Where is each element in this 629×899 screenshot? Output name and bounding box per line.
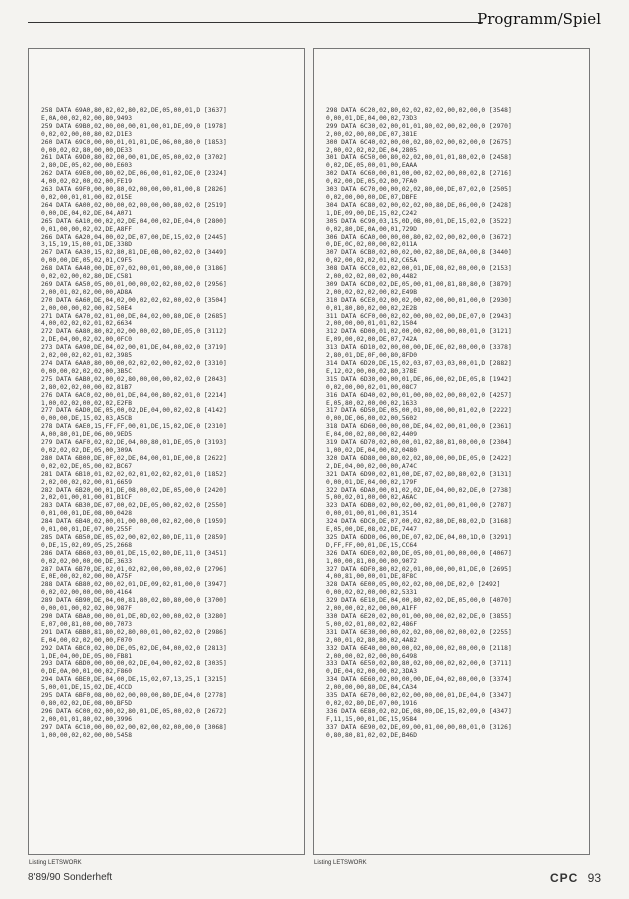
listing-line: 273 DATA 6A90,DE,04,02,00,01,DE,04,00,02,0 [3719]	[41, 344, 227, 352]
listing-line: 316 DATA 6D40,02,00,01,00,00,02,00,00,02,0 [4257]	[326, 391, 512, 399]
listing-line: 1,00,00,81,00,00,00,9072	[326, 557, 417, 565]
listing-line: E,04,00,02,02,00,00,F070	[41, 636, 132, 644]
code-listing-right	[326, 107, 583, 740]
listing-line: E,04,00,02,00,00,02,4409	[326, 431, 417, 439]
listing-line: 318 DATA 6D60,00,00,00,DE,04,02,00,01,00,0 [2361]	[326, 423, 512, 431]
listing-line: 0,DE,0C,02,00,00,02,011A	[326, 241, 417, 249]
listing-line: 321 DATA 6D90,02,01,00,DE,07,02,80,80,02,0 [3131]	[326, 470, 512, 478]
listing-line: 268 DATA 6A40,00,DE,07,02,00,01,00,80,00,0 [3186]	[41, 265, 227, 273]
listing-line: 317 DATA 6D50,DE,05,00,01,00,00,00,01,02,0 [2222]	[326, 407, 512, 415]
listing-line: 335 DATA 6E70,00,02,02,00,00,00,01,DE,04,0 [3347]	[326, 692, 512, 700]
listing-line: 2,80,02,02,00,00,02,81B7	[41, 383, 132, 391]
listing-line: 261 DATA 69D0,80,02,00,00,01,DE,05,00,02,0 [3702]	[41, 154, 227, 162]
listing-line: 5,00,02,01,00,00,02,A6AC	[326, 494, 417, 502]
listing-line: 2,00,02,00,00,DE,07,381E	[326, 130, 417, 138]
listing-line: 300 DATA 6C40,02,00,00,02,80,02,00,02,00,0 [2675]	[326, 138, 512, 146]
listing-line: 293 DATA 6BD0,00,00,00,02,DE,04,00,02,02,8 [3035]	[41, 660, 227, 668]
listing-line: 272 DATA 6A80,80,02,02,00,00,02,80,DE,05,0 [3112]	[41, 328, 227, 336]
page-footer	[550, 871, 601, 885]
listing-line: 299 DATA 6C30,02,00,01,01,80,02,00,02,00,0 [2970]	[326, 122, 512, 130]
listing-line: 0,01,00,01,DE,07,00,255F	[41, 526, 132, 534]
listing-line: 275 DATA 6AB0,02,00,02,80,00,00,00,02,02,0 [2043]	[41, 375, 227, 383]
listing-line: 0,02,00,01,01,00,02,015E	[41, 193, 132, 201]
listing-line: 310 DATA 6CE0,02,00,02,00,02,00,00,01,00,0 [2930]	[326, 296, 512, 304]
listing-line: 0,01,00,01,DE,08,00,0428	[41, 510, 132, 518]
listing-line: 0,02,02,80,DE,07,00,1916	[326, 699, 417, 707]
listing-line: E,05,80,02,00,00,02,1633	[326, 399, 417, 407]
listing-line: 0,DE,15,02,09,05,25,2668	[41, 541, 132, 549]
listing-line: 2,80,01,DE,0F,00,80,8FD0	[326, 352, 417, 360]
listing-line: 2,00,01,02,80,80,02,4A82	[326, 636, 417, 644]
listing-line: 286 DATA 6B60,03,00,01,DE,15,02,80,DE,11,0 [3451]	[41, 549, 227, 557]
listing-line: 5,00,01,DE,15,02,DE,4CCD	[41, 684, 132, 692]
listing-line: 305 DATA 6C90,03,15,0D,0B,00,01,DE,15,02,0 [3522]	[326, 217, 512, 225]
listing-line: 302 DATA 6C60,00,01,00,00,02,02,00,00,02,8 [2716]	[326, 170, 512, 178]
listing-line: 258 DATA 69A0,80,02,02,80,02,DE,05,00,01,D [3637]	[41, 107, 227, 114]
listing-line: 291 DATA 6BB0,81,80,02,80,00,01,00,02,02,0 [2986]	[41, 628, 227, 636]
listing-line: 0,02,80,DE,0A,00,01,729D	[326, 225, 417, 233]
listing-line: 298 DATA 6C20,02,80,02,02,02,02,00,02,00,0 [3548]	[326, 107, 512, 114]
listing-line: 0,00,DE,06,00,02,00,5602	[326, 415, 417, 423]
listing-line: 334 DATA 6E60,02,00,00,00,DE,04,02,00,00,0 [3374]	[326, 676, 512, 684]
listing-line: 284 DATA 6B40,02,00,01,00,00,00,02,02,00,0 [1959]	[41, 518, 227, 526]
listing-line: 336 DATA 6E80,02,02,DE,08,00,DE,15,02,09,0 [4347]	[326, 707, 512, 715]
listing-line: 0,02,02,DE,05,00,02,BC67	[41, 462, 132, 470]
listing-line: 4,00,81,00,00,01,DE,8F8C	[326, 573, 417, 581]
listing-line: 0,02,00,00,00,DE,07,DBFE	[326, 193, 417, 201]
listing-line: 331 DATA 6E30,00,00,02,02,00,00,02,00,02,0 [2255]	[326, 628, 512, 636]
listing-line: 0,02,DE,05,00,01,00,EAAA	[326, 162, 417, 170]
listing-line: 2,02,00,02,02,00,01,6659	[41, 478, 132, 486]
issue-label: 8'89/90 Sonderheft	[28, 872, 113, 883]
listing-line: 2,DE,04,00,02,02,00,0FC0	[41, 336, 132, 344]
listing-line: 0,00,02,02,00,00,02,5331	[326, 589, 417, 597]
listing-caption-left: Listing LETSWORK	[29, 860, 82, 866]
listing-line: 313 DATA 6D10,02,00,00,00,DE,0E,02,00,00,0 [3378]	[326, 344, 512, 352]
listing-line: 0,80,02,02,DE,08,00,BF5D	[41, 699, 132, 707]
listing-line: 259 DATA 69B0,02,00,00,00,01,00,01,DE,09,0 [1978]	[41, 122, 227, 130]
listing-line: 312 DATA 6D00,01,02,00,00,02,00,00,00,01,0 [3121]	[326, 328, 512, 336]
listing-line: 264 DATA 6A00,02,00,00,02,00,00,00,80,02,0 [2519]	[41, 201, 227, 209]
listing-line: 2,00,02,02,02,00,02,E49B	[326, 288, 417, 296]
listing-line: 322 DATA 6DA0,00,01,02,02,DE,04,00,02,DE,0 [2738]	[326, 486, 512, 494]
listing-line: 1,DE,04,00,DE,05,00,FB81	[41, 652, 132, 660]
listing-line: 304 DATA 6C80,02,00,02,02,00,80,DE,06,00,0 [2428]	[326, 201, 512, 209]
listing-line: 0,DE,0A,00,01,00,02,F860	[41, 668, 132, 676]
listing-line: 2,00,00,02,02,00,00,A1FF	[326, 605, 417, 613]
listing-line: 326 DATA 6DE0,02,80,DE,05,00,01,00,00,00,0 [4067]	[326, 549, 512, 557]
listing-line: 319 DATA 6D70,02,00,00,01,02,80,81,00,00,0 [2304]	[326, 439, 512, 447]
listing-line: 283 DATA 6B30,DE,07,00,02,DE,05,00,02,02,0 [2550]	[41, 502, 227, 510]
listing-column-right	[313, 48, 590, 866]
listing-line: 329 DATA 6E10,DE,04,00,80,02,02,DE,05,00,0 [4070]	[326, 597, 512, 605]
listing-line: 0,00,01,00,01,00,01,3514	[326, 510, 417, 518]
listing-line: 311 DATA 6CF0,00,02,02,00,00,02,00,DE,07,0 [2943]	[326, 312, 512, 320]
listing-line: 0,00,00,DE,05,02,01,C9F5	[41, 257, 132, 265]
listing-line: 270 DATA 6A60,DE,04,02,00,02,02,02,00,02,0 [3504]	[41, 296, 227, 304]
listing-line: 308 DATA 6CC0,02,02,00,01,DE,08,02,00,00,0 [2153]	[326, 265, 512, 273]
listing-line: 330 DATA 6E20,02,00,01,00,00,00,02,02,DE,0 [3855]	[326, 613, 512, 620]
listing-line: 303 DATA 6C70,00,00,02,02,80,00,DE,07,02,0 [2505]	[326, 186, 512, 194]
listing-line: E,05,00,DE,08,02,DE,7447	[326, 526, 417, 534]
listing-line: 2,00,01,02,02,00,00,AD8A	[41, 288, 132, 296]
listing-line: 263 DATA 69F0,00,00,80,02,00,00,00,01,00,8 [2826]	[41, 186, 227, 194]
listing-line: 1,00,02,DE,04,00,02,0480	[326, 446, 417, 454]
listing-line: E,0A,00,02,02,00,80,9493	[41, 114, 132, 122]
listing-line: 278 DATA 6AE0,15,FF,FF,00,01,DE,15,02,DE,0 [2310]	[41, 423, 227, 431]
listing-line: 5,00,02,01,00,02,02,486F	[326, 620, 417, 628]
listing-line: 2,02,00,02,02,01,02,3985	[41, 352, 132, 360]
listing-line: 285 DATA 6B50,DE,05,02,00,02,02,80,DE,11,0 [2859]	[41, 533, 227, 541]
listing-line: 280 DATA 6B00,DE,0F,02,DE,04,00,01,DE,00,8 [2622]	[41, 454, 227, 462]
listing-line: 0,01,80,80,02,00,02,2E2B	[326, 304, 417, 312]
listing-line: 0,00,00,02,02,02,00,3B5C	[41, 367, 132, 375]
header-rule	[28, 22, 483, 23]
listing-line: 4,00,02,02,00,02,00,FE19	[41, 178, 132, 186]
listing-line: 301 DATA 6C50,00,80,02,02,00,01,01,80,02,0 [2458]	[326, 154, 512, 162]
listing-line: 295 DATA 6BF0,08,00,02,00,00,00,80,DE,04,0 [2778]	[41, 692, 227, 700]
listing-line: 307 DATA 6CB0,02,00,02,00,02,80,DE,0A,00,8 [3440]	[326, 249, 512, 257]
listing-line: 0,DE,04,02,00,00,02,3DA3	[326, 668, 417, 676]
listing-line: 2,DE,04,00,02,00,00,A74C	[326, 462, 417, 470]
listing-line: 0,80,80,81,02,02,DE,B46D	[326, 731, 417, 739]
listing-line: 274 DATA 6AA0,80,00,00,02,02,02,00,02,02,0 [3310]	[41, 360, 227, 367]
listing-line: 0,00,01,00,02,02,00,987F	[41, 605, 132, 613]
listing-line: 2,00,02,02,02,DE,04,2805	[326, 146, 417, 154]
listing-line: 0,00,00,DE,15,02,03,A5CB	[41, 415, 132, 423]
listing-line: 2,00,00,00,02,00,02,50E4	[41, 304, 132, 312]
magazine-logo: CPC	[549, 871, 579, 885]
listing-line: 0,02,02,00,00,00,00,4164	[41, 589, 132, 597]
listing-line: 320 DATA 6D80,00,80,02,02,80,00,00,DE,05,0 [2422]	[326, 454, 512, 462]
listing-line: 0,02,00,02,02,01,02,C65A	[326, 257, 417, 265]
listing-line: 1,00,02,02,00,02,02,E2FB	[41, 399, 132, 407]
listing-line: 0,02,02,02,DE,05,00,309A	[41, 446, 132, 454]
page-number: 93	[587, 871, 601, 885]
listing-line: 276 DATA 6AC0,02,00,01,DE,04,00,80,02,01,0 [2214]	[41, 391, 227, 399]
listing-line: 0,00,01,DE,04,00,02,73D3	[326, 114, 417, 122]
listing-line: 0,02,02,00,00,80,02,D1E3	[41, 130, 132, 138]
listing-line: A,00,80,01,DE,06,00,9ED5	[41, 431, 132, 439]
listing-line: 0,00,02,02,80,00,00,DE33	[41, 146, 132, 154]
listing-line: 337 DATA 6E90,02,DE,09,00,01,00,00,00,01,0 [3126]	[326, 723, 512, 731]
listing-line: 0,02,00,DE,05,02,00,7FA0	[326, 178, 417, 186]
listing-line: 265 DATA 6A10,00,02,02,DE,04,00,02,DE,04,0 [2800]	[41, 217, 227, 225]
listing-line: 325 DATA 6DD0,06,00,DE,07,02,DE,04,00,1D,0 [3291]	[326, 533, 512, 541]
listing-line: 333 DATA 6E50,02,80,80,02,00,00,02,02,00,0 [3711]	[326, 660, 512, 668]
listing-line: E,09,00,02,00,DE,07,742A	[326, 336, 417, 344]
listing-line: 314 DATA 6D20,DE,15,02,03,07,03,03,00,01,D [2882]	[326, 360, 512, 367]
listing-column-left	[28, 48, 305, 866]
listing-line: 287 DATA 6B70,DE,02,01,02,02,00,00,00,02,0 [2796]	[41, 565, 227, 573]
listing-line: 0,01,00,00,02,02,DE,A8FF	[41, 225, 132, 233]
listing-line: 262 DATA 69E0,00,80,02,DE,06,00,01,02,DE,0 [2324]	[41, 170, 227, 178]
listing-line: 327 DATA 6DF0,80,02,02,01,00,00,00,01,DE,0 [2695]	[326, 565, 512, 573]
listing-line: 282 DATA 6B20,00,01,DE,08,00,02,DE,05,00,0 [2420]	[41, 486, 227, 494]
listing-line: 296 DATA 6C00,02,00,02,80,01,DE,05,00,02,0 [2672]	[41, 707, 227, 715]
listing-line: 4,00,02,02,02,01,02,6634	[41, 320, 132, 328]
listing-line: 2,00,01,01,80,02,00,3996	[41, 715, 132, 723]
listing-line: 309 DATA 6CD0,02,DE,05,00,01,00,81,80,80,0 [3879]	[326, 280, 512, 288]
listing-line: 328 DATA 6E00,05,00,02,02,00,00,DE,02,0 [2492]	[326, 581, 501, 589]
listing-line: 306 DATA 6CA0,00,00,00,80,02,02,00,02,00,0 [3672]	[326, 233, 512, 241]
listing-line: 0,00,01,DE,04,00,02,179F	[326, 478, 417, 486]
listing-line: 2,00,00,02,02,00,00,6498	[326, 652, 417, 660]
listing-line: 2,00,00,00,80,DE,04,CA34	[326, 684, 417, 692]
listing-line: 1,00,00,02,02,00,00,5458	[41, 731, 132, 739]
listing-line: 2,02,01,00,01,00,01,B1CF	[41, 494, 132, 502]
code-listing-left	[41, 107, 298, 740]
listing-line: 289 DATA 6B90,DE,04,00,81,80,02,80,80,00,0 [3700]	[41, 597, 227, 605]
listing-line: F,11,15,00,01,DE,15,9584	[326, 715, 417, 723]
listing-line: 271 DATA 6A70,02,01,00,DE,04,02,00,80,DE,0 [2685]	[41, 312, 227, 320]
listing-line: 2,80,DE,05,02,00,00,E603	[41, 162, 132, 170]
listing-line: E,12,02,00,00,02,80,378E	[326, 367, 417, 375]
listing-line: D,FF,FF,00,01,DE,15,CC64	[326, 541, 417, 549]
listing-caption-right: Listing LETSWORK	[314, 860, 367, 866]
listing-line: E,07,00,81,00,00,00,7073	[41, 620, 132, 628]
listing-line: 297 DATA 6C10,00,00,02,00,02,00,02,00,00,0 [3068]	[41, 723, 227, 731]
listing-line: 332 DATA 6E40,00,00,00,02,00,00,02,00,00,0 [2118]	[326, 644, 512, 652]
page-title: Programm/Spiel	[477, 10, 601, 28]
listing-line: 1,DE,09,00,DE,15,02,C242	[326, 209, 417, 217]
listing-line: 324 DATA 6DC0,DE,07,00,02,02,80,DE,08,02,D [3168]	[326, 518, 512, 526]
listing-line: 277 DATA 6AD0,DE,05,00,02,DE,04,00,02,02,8 [4142]	[41, 407, 227, 415]
listing-line: 260 DATA 69C0,00,00,01,01,01,DE,06,00,80,0 [1853]	[41, 138, 227, 146]
listing-line: 2,00,00,00,01,01,02,1504	[326, 320, 417, 328]
listing-line: 323 DATA 6DB0,02,00,02,00,02,01,00,01,00,0 [2787]	[326, 502, 512, 510]
listing-line: 294 DATA 6BE0,DE,04,00,DE,15,02,07,13,25,1 [3215]	[41, 676, 227, 684]
listing-line: 2,00,02,02,00,02,00,4482	[326, 273, 417, 281]
listing-line: 0,02,02,00,00,00,DE,3633	[41, 557, 132, 565]
listing-line: 266 DATA 6A20,04,00,02,DE,07,00,DE,15,02,0 [2445]	[41, 233, 227, 241]
listing-line: 0,00,DE,04,02,DE,04,A071	[41, 209, 132, 217]
listing-line: 3,15,19,15,00,01,DE,338D	[41, 241, 132, 249]
listing-line: 315 DATA 6D30,00,00,01,DE,06,00,02,DE,05,8 [1942]	[326, 375, 512, 383]
listing-line: E,0E,00,02,02,00,00,A75F	[41, 573, 132, 581]
listing-line: 279 DATA 6AF0,02,02,DE,04,00,80,01,DE,05,0 [3193]	[41, 439, 227, 447]
listing-line: 290 DATA 6BA0,00,00,01,DE,0D,02,00,00,02,0 [3280]	[41, 613, 227, 620]
listing-line: 281 DATA 6B10,01,02,02,02,01,02,02,02,01,0 [1852]	[41, 470, 227, 478]
listing-line: 292 DATA 6BC0,02,00,DE,05,02,DE,04,00,02,0 [2813]	[41, 644, 227, 652]
listing-line: 269 DATA 6A50,05,00,01,00,00,02,02,00,02,0 [2956]	[41, 280, 227, 288]
listing-line: 0,02,00,00,02,01,00,08C7	[326, 383, 417, 391]
listing-line: 267 DATA 6A30,15,02,80,81,DE,0B,00,02,02,0 [3449]	[41, 249, 227, 257]
listing-line: 288 DATA 6B80,02,00,02,01,DE,09,02,01,00,0 [3947]	[41, 581, 227, 589]
listing-line: 0,02,02,00,02,80,DE,C581	[41, 273, 132, 281]
